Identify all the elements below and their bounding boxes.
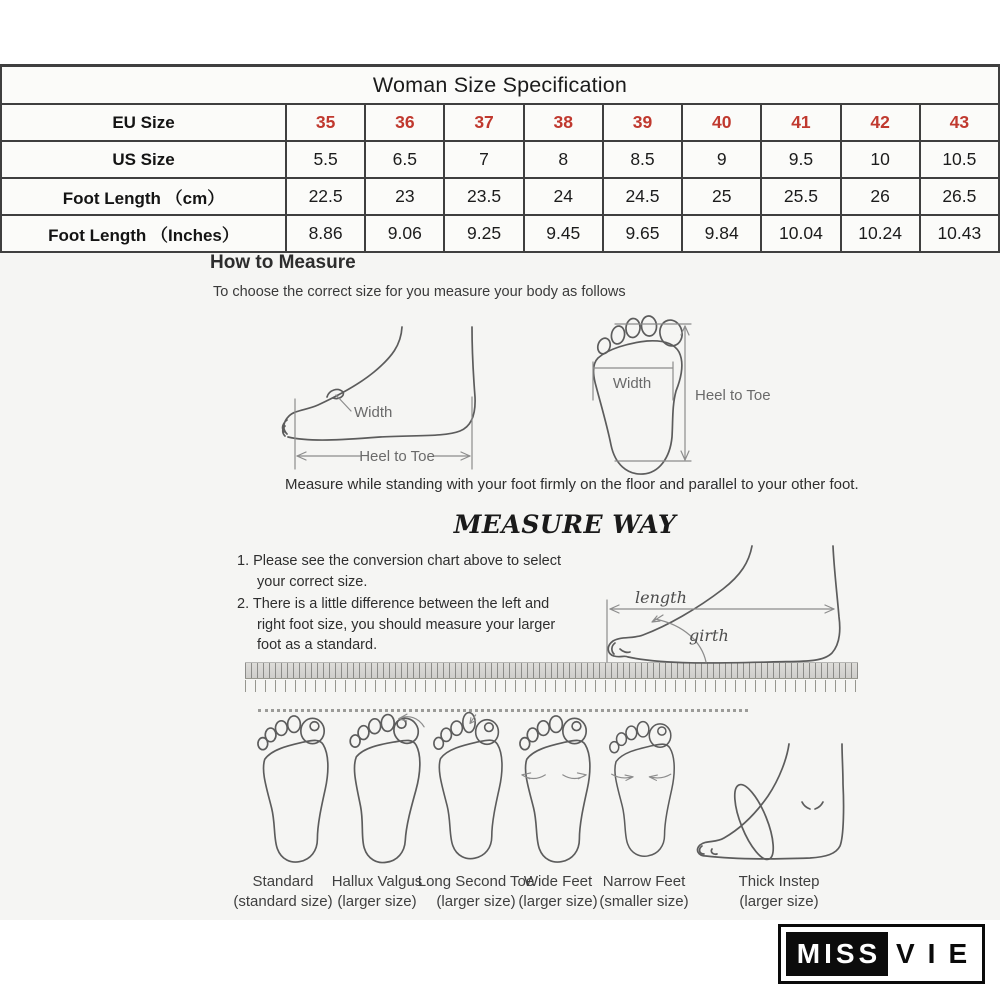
size-cell: 5.5	[287, 142, 366, 177]
foot-type-size-note: (larger size)	[518, 892, 598, 910]
size-cell: 9.06	[366, 216, 445, 251]
foot-type-name: Wide Feet	[523, 873, 593, 890]
table-row-inches	[2, 216, 998, 251]
size-cell: 9.65	[604, 216, 683, 251]
size-cell: 41	[762, 105, 841, 140]
foot-side-view-diagram	[270, 325, 490, 473]
brand-logo-right: VIE	[896, 938, 981, 969]
how-to-measure-subtitle: To choose the correct size for you measure your body as follows	[213, 284, 626, 300]
size-cell: 25.5	[762, 179, 841, 214]
size-cell: 9.25	[445, 216, 524, 251]
size-cell: 35	[287, 105, 366, 140]
size-cell: 10	[842, 142, 921, 177]
brand-logo-left: MISS	[786, 932, 888, 976]
size-cell: 7	[445, 142, 524, 177]
measure-way-step-1: 1. Please see the conversion chart above to select your correct size.	[237, 553, 562, 590]
size-cell: 36	[366, 105, 445, 140]
size-cell: 26	[842, 179, 921, 214]
ruler-ticks	[245, 680, 858, 692]
foot-type-size-note: (larger size)	[337, 892, 417, 910]
size-cell: 9	[683, 142, 762, 177]
foot-hallux-valgus-drawing	[338, 711, 424, 863]
row-label: Foot Length （cm）	[2, 179, 287, 214]
size-cell: 37	[445, 105, 524, 140]
foot-type-name: Standard	[252, 873, 314, 890]
size-cell: 38	[525, 105, 604, 140]
size-cell: 25	[683, 179, 762, 214]
foot-type-size-note: (smaller size)	[599, 892, 689, 910]
foot-type-label	[569, 872, 719, 912]
size-cell: 10.24	[842, 216, 921, 251]
size-cell: 24.5	[604, 179, 683, 214]
size-cell: 6.5	[366, 142, 445, 177]
size-cell: 22.5	[287, 179, 366, 214]
table-title: Woman Size Specification	[2, 67, 998, 105]
size-cell: 26.5	[942, 186, 977, 206]
size-cell: 24	[525, 179, 604, 214]
size-cell: 10.5	[942, 149, 977, 169]
foot-type-name: Thick Instep	[738, 873, 820, 890]
size-cell: 10.43	[937, 223, 982, 243]
size-cell: 40	[683, 105, 762, 140]
table-row-us	[2, 142, 998, 179]
row-label: US Size	[2, 142, 287, 177]
length-girth-diagram	[595, 545, 850, 667]
top-heel-to-toe-label: Heel to Toe	[695, 387, 771, 404]
foot-type-size-note: (standard size)	[233, 892, 333, 910]
size-cell: 39	[604, 105, 683, 140]
table-row-cm	[2, 179, 998, 216]
foot-standard-drawing	[256, 714, 332, 863]
foot-type-size-note: (larger size)	[436, 892, 516, 910]
size-cell: 8	[525, 142, 604, 177]
size-cell: 9.84	[683, 216, 762, 251]
size-cell: 10.04	[762, 216, 841, 251]
measure-way-steps	[237, 551, 573, 658]
length-label: length	[635, 588, 687, 607]
size-cell: 8.5	[604, 142, 683, 177]
foot-type-label	[704, 872, 854, 912]
measure-standing-note: Measure while standing with your foot firmly on the floor and parallel to your other foot.	[285, 476, 859, 493]
foot-type-name: Hallux Valgus	[331, 873, 423, 890]
brand-logo	[778, 924, 985, 984]
foot-long-second-toe-drawing	[432, 712, 506, 862]
size-cell: 8.86	[287, 216, 366, 251]
foot-type-name: Long Second Toe	[417, 873, 535, 890]
size-cell: 42	[842, 105, 921, 140]
foot-type-name: Narrow Feet	[602, 873, 686, 890]
size-table	[0, 64, 1000, 253]
size-cell: 43	[949, 112, 970, 132]
foot-type-size-note: (larger size)	[739, 892, 819, 910]
foot-narrow-feet-drawing	[608, 714, 678, 863]
size-cell: 23.5	[445, 179, 524, 214]
foot-thick-instep-drawing	[690, 744, 902, 868]
top-width-label: Width	[612, 375, 652, 392]
table-row-eu	[2, 105, 998, 142]
measure-way-title: MEASURE WAY	[453, 510, 677, 539]
girth-label: girth	[689, 626, 729, 645]
row-label: EU Size	[2, 105, 287, 140]
side-width-label: Width	[354, 404, 393, 421]
foot-wide-feet-drawing	[518, 714, 594, 863]
how-to-measure-heading: How to Measure	[210, 252, 356, 273]
row-label: Foot Length （Inches）	[2, 216, 287, 251]
foot-top-view-diagram	[585, 298, 805, 483]
measure-way-step-2: 2. There is a little difference between the left and right foot size, you should measure your larger foot as a standard.	[237, 596, 556, 654]
size-cell: 9.45	[525, 216, 604, 251]
size-cell: 9.5	[762, 142, 841, 177]
side-heel-to-toe-label: Heel to Toe	[359, 448, 435, 465]
size-cell: 23	[366, 179, 445, 214]
